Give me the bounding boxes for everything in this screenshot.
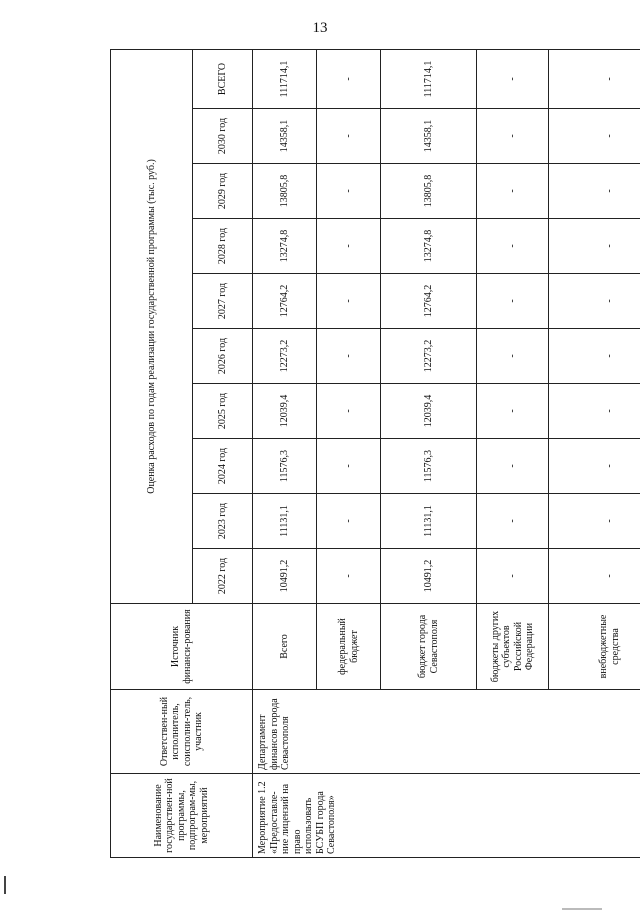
value-cell: - (477, 49, 549, 108)
value-cell: - (549, 439, 640, 494)
year-header: 2023 год (193, 494, 253, 549)
value-cell: 14358,1 (381, 109, 477, 164)
value-cell: 12273,2 (253, 329, 317, 384)
value-cell: - (317, 384, 381, 439)
value-cell: - (477, 109, 549, 164)
year-header: 2027 год (193, 274, 253, 329)
value-cell: 11576,3 (253, 439, 317, 494)
value-cell: - (549, 384, 640, 439)
rotated-table-container (110, 60, 640, 858)
value-cell: 111714,1 (253, 49, 317, 108)
value-cell: 14358,1 (253, 109, 317, 164)
page-number: 13 (312, 20, 328, 36)
value-cell: 12039,4 (253, 384, 317, 439)
year-header: 2026 год (193, 329, 253, 384)
value-cell: 12764,2 (253, 274, 317, 329)
budget-table (110, 49, 640, 858)
value-cell: - (477, 164, 549, 219)
value-cell: 13805,8 (253, 164, 317, 219)
value-cell: - (317, 219, 381, 274)
value-cell: 13805,8 (381, 164, 477, 219)
header-source: Источник финанси-рования (111, 604, 253, 690)
year-header: 2022 год (193, 549, 253, 604)
value-cell: - (549, 49, 640, 108)
year-header: 2030 год (193, 109, 253, 164)
scan-mark (4, 876, 6, 894)
value-cell: 10491,2 (253, 549, 317, 604)
value-cell: 13274,8 (381, 219, 477, 274)
value-cell: - (549, 109, 640, 164)
value-cell: - (477, 549, 549, 604)
value-cell: - (549, 274, 640, 329)
year-header: 2024 год (193, 439, 253, 494)
header-estimate: Оценка расходов по годам реализации государственной программы (тыс. руб.) (111, 49, 193, 603)
value-cell: - (477, 219, 549, 274)
scan-mark (562, 908, 602, 910)
value-cell: 11576,3 (381, 439, 477, 494)
value-cell: - (549, 494, 640, 549)
year-header: 2028 год (193, 219, 253, 274)
value-cell: - (549, 219, 640, 274)
value-cell: - (549, 549, 640, 604)
value-cell: - (477, 494, 549, 549)
source-cell: бюджет города Севастополя (381, 604, 477, 690)
value-cell: - (317, 49, 381, 108)
value-cell: - (317, 494, 381, 549)
source-cell: внебюджетные средства (549, 604, 640, 690)
header-name: Наименование государствен-ной программы, подпрограм-мы, мероприятий (111, 774, 253, 858)
value-cell: - (317, 164, 381, 219)
value-cell: - (477, 384, 549, 439)
value-cell: 111714,1 (381, 49, 477, 108)
rotated-table-wrapper (110, 60, 640, 858)
value-cell: - (477, 329, 549, 384)
year-header: 2029 год (193, 164, 253, 219)
executor-name: Департамент финансов города Севастополя (253, 690, 640, 774)
value-cell: 11131,1 (253, 494, 317, 549)
value-cell: - (317, 439, 381, 494)
value-cell: - (549, 329, 640, 384)
year-header: 2025 год (193, 384, 253, 439)
source-cell: федеральный бюджет (317, 604, 381, 690)
total-header: ВСЕГО (193, 49, 253, 108)
source-cell: Всего (253, 604, 317, 690)
value-cell: - (317, 109, 381, 164)
value-cell: - (317, 549, 381, 604)
value-cell: 12273,2 (381, 329, 477, 384)
value-cell: 10491,2 (381, 549, 477, 604)
header-executor: Ответствен-ный исполнитель, соисполни-тель, участник (111, 690, 253, 774)
measure-name: Мероприятие 1.2 «Предоставле-ние лицензий на право использовать БСУБП города Севастополя» (253, 774, 640, 858)
value-cell: - (477, 439, 549, 494)
value-cell: - (317, 329, 381, 384)
source-cell: бюджеты других субъектов Российской Федерации (477, 604, 549, 690)
value-cell: - (549, 164, 640, 219)
value-cell: 13274,8 (253, 219, 317, 274)
table-row (253, 49, 317, 857)
value-cell: - (317, 274, 381, 329)
value-cell: 11131,1 (381, 494, 477, 549)
value-cell: - (477, 274, 549, 329)
value-cell: 12039,4 (381, 384, 477, 439)
value-cell: 12764,2 (381, 274, 477, 329)
